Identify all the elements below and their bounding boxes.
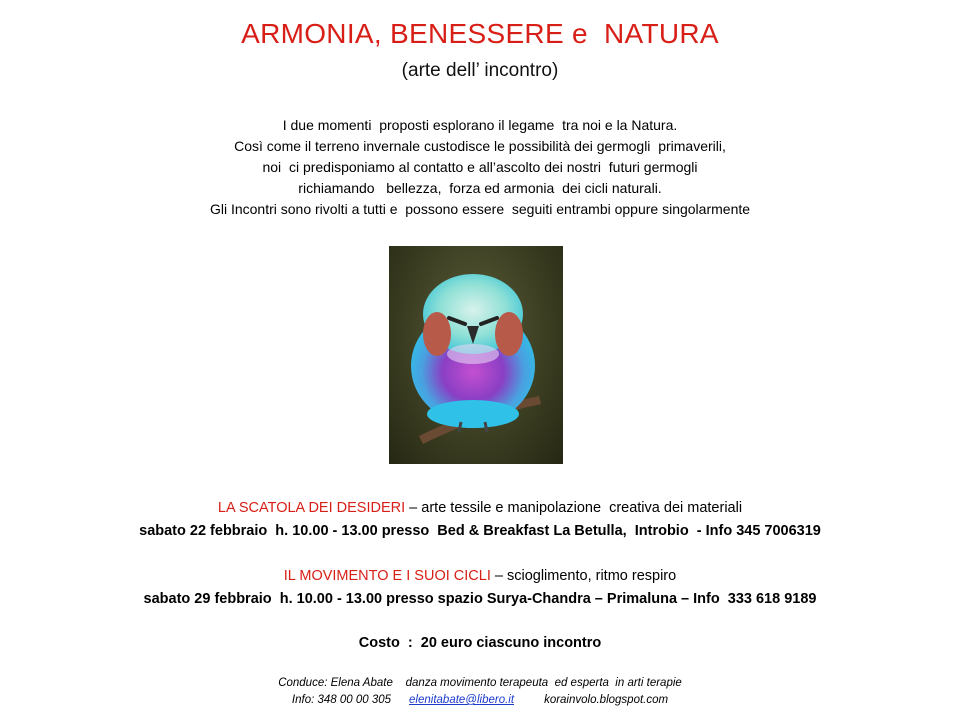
event-1-description: – arte tessile e manipolazione creativa dei materiali (405, 500, 743, 516)
bird-illustration-icon (389, 246, 563, 464)
intro-line: Gli Incontri sono rivolti a tutti e possono essere seguiti entrambi oppure singolarmente (209, 201, 751, 217)
event-2-details: sabato 29 febbraio h. 10.00 - 13.00 presso spazio Surya-Chandra – Primaluna – Info 333 618 9189 (143, 591, 817, 607)
cost-line: Costo : 20 euro ciascuno incontro (358, 635, 602, 651)
blog-address: korainvolo.blogspot.com (544, 694, 669, 706)
intro-line: Così come il terreno invernale custodisce le possibilità dei germogli primaverili, (234, 138, 726, 154)
footer-info-phone: Info: 348 00 00 305 (291, 694, 392, 706)
footer-conductor: Conduce: Elena Abate danza movimento terapeuta ed esperta in arti terapie (278, 677, 682, 689)
bird-photo (389, 246, 563, 464)
event-1-name: LA SCATOLA DEI DESIDERI (217, 500, 406, 516)
page-title: ARMONIA, BENESSERE e NATURA (241, 18, 719, 49)
event-2-description: – scioglimento, ritmo respiro (490, 568, 677, 584)
event-1-details: sabato 22 febbraio h. 10.00 - 13.00 presso Bed & Breakfast La Betulla, Introbio - Info 345 7006319 (139, 523, 821, 539)
email-link[interactable]: elenitabate@libero.it (409, 694, 515, 706)
page-subtitle: (arte dell’ incontro) (401, 60, 559, 81)
event-2-title-line (0, 568, 960, 584)
footer-contacts (0, 694, 960, 706)
intro-line: richiamando bellezza, forza ed armonia dei cicli naturali. (298, 180, 662, 196)
event-1-title-line (0, 500, 960, 516)
intro-paragraph (0, 115, 960, 220)
event-2-name: IL MOVIMENTO E I SUOI CICLI (283, 568, 491, 584)
intro-line: noi ci predisponiamo al contatto e all’ascolto dei nostri futuri germogli (262, 159, 698, 175)
intro-line: I due momenti proposti esplorano il legame tra noi e la Natura. (282, 117, 678, 133)
